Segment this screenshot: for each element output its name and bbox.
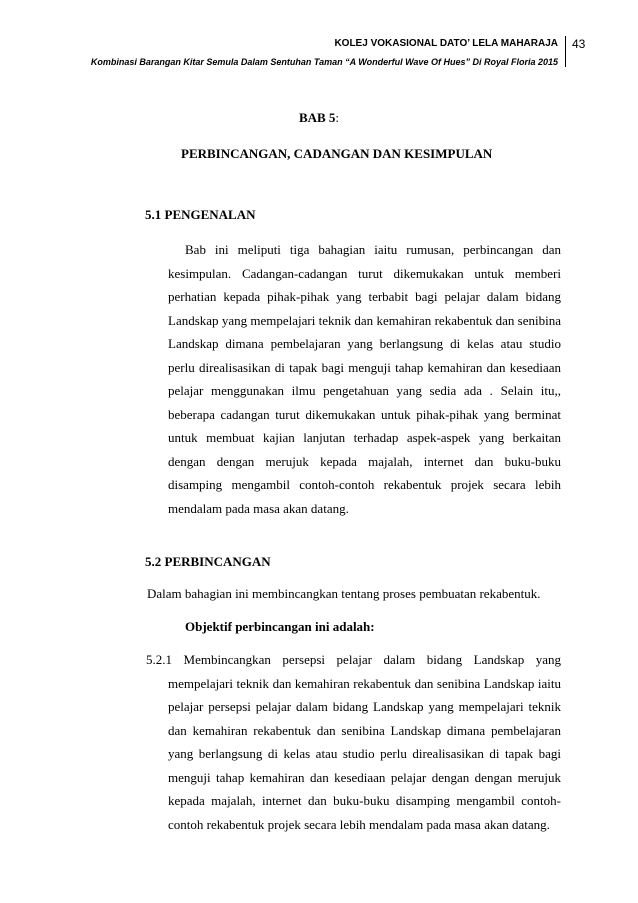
header-college-name: KOLEJ VOKASIONAL DATO’ LELA MAHARAJA — [334, 38, 558, 49]
paragraph-pengenalan — [168, 238, 561, 520]
section-heading-pengenalan: 5.1 PENGENALAN — [145, 207, 256, 222]
chapter-label: BAB 5 — [298, 110, 336, 125]
chapter-colon: : — [335, 110, 340, 125]
header-divider — [565, 36, 566, 67]
header-project-title: Kombinasi Barangan Kitar Semula Dalam Sentuhan Taman “A Wonderful Wave Of Hues” Di Royal Floria 2015 — [90, 57, 558, 67]
paragraph-pengenalan-text: Bab ini meliputi tiga bahagian iaitu rumusan, perbincangan dan kesimpulan. Cadangan-cadangan turut dikemukakan untuk memberi perhatian kepada pihak-pihak yang terbabit bagi pelajar dalam bidang Landskap yang mempelajari teknik dan kemahiran rekabentuk dan senibina Landskap dimana pembelajaran yang berlangsung di kelas atau studio perlu direalisasikan di tapak bagi menguji tahap kemahiran dan kesediaan pelajar menggunakan ilmu pengetahuan yang sedia ada . Selain itu,, beberapa cadangan turut dikemukakan untuk pihak-pihak yang berminat untuk membuat kajian lanjutan terhadap aspek-aspek yang berkaitan dengan dengan merujuk kepada majalah, internet dan buku-buku disamping mengambil contoh-contoh rekabentuk projek secara lebih mendalam pada masa akan datang. — [168, 242, 561, 516]
objective-label: Objektif perbincangan ini adalah: — [185, 619, 375, 634]
page-number: 43 — [572, 37, 586, 51]
chapter-heading — [0, 110, 638, 126]
chapter-title: PERBINCANGAN, CADANGAN DAN KESIMPULAN — [181, 146, 493, 161]
objective-item-5-2-1: 5.2.1 Membincangkan persepsi pelajar dalam bidang Landskap yang mempelajari teknik dan kemahiran rekabentuk dan senibina Landskap iaitu pelajar persepsi pelajar dalam bidang Landskap yang mempelajari teknik dan kemahiran rekabentuk dan senibina Landskap dimana pembelajaran yang berlangsung di kelas atau studio perlu direalisasikan di tapak bagi menguji tahap kemahiran dan kesediaan pelajar dengan dengan merujuk kepada majalah, internet dan buku-buku disamping mengambil contoh-contoh rekabentuk projek secara lebih mendalam pada masa akan datang. — [146, 652, 561, 832]
section-intro-text: Dalam bahagian ini membincangkan tentang proses pembuatan rekabentuk. — [147, 586, 541, 601]
section-heading-perbincangan: 5.2 PERBINCANGAN — [145, 554, 271, 569]
